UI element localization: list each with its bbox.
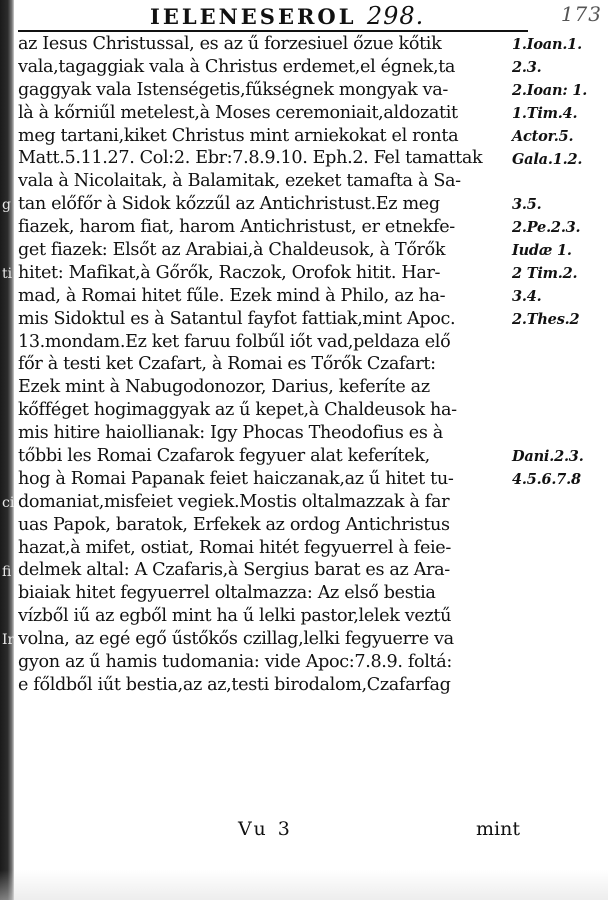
text-line: vízből iű az egből mint ha ű lelki pastor,lelek veztű xyxy=(18,606,452,627)
text-line: kőfféget hogimaggyak az ű kepet,à Chaldeusok ha- xyxy=(18,400,457,421)
text-line: hitet: Mafikat,à Gőrők, Raczok, Orofok hitit. Har- xyxy=(18,262,441,283)
gutter-text-fragment: fi xyxy=(2,563,12,580)
text-line: fiazek, harom fiat, harom Antichristust, er etnekfe- xyxy=(18,217,455,238)
margin-reference: 2.Pe.2.3. xyxy=(512,219,581,237)
text-line: delmek altal: A Czafaris,à Sergius barat es az Ara- xyxy=(18,560,450,581)
text-line: az Iesus Christussal, es az ű forzesiuel őzue kőtik xyxy=(18,34,442,54)
margin-reference: 3.5. xyxy=(512,196,542,214)
margin-reference: 1.Tim.4. xyxy=(512,104,578,122)
page-footer xyxy=(18,818,520,844)
text-line: get fiazek: Elsőt az Arabiai,à Chaldeusok, à Tőrők xyxy=(18,240,446,261)
text-line: meg tartani,kiket Christus mint arniekokat el ronta xyxy=(18,125,459,146)
running-title: IELENESEROL xyxy=(150,4,357,29)
text-line: Ezek mint à Nabugodonozor, Darius, keferíte az xyxy=(18,377,430,398)
binding-gutter xyxy=(0,0,14,900)
margin-reference: Dani.2.3. xyxy=(512,448,584,466)
margin-reference: 3.4. xyxy=(512,287,542,305)
gutter-text-fragment: g xyxy=(2,197,11,214)
text-line: uas Papok, baratok, Erfekek az ordog Antichristus xyxy=(18,514,450,535)
text-line: gaggyak vala Istenségetis,fűkségnek mongyak va- xyxy=(18,79,449,100)
text-line: hazat,à mifet, ostiat, Romai hitét fegyuerrel à feie- xyxy=(18,537,451,558)
margin-reference: Iudæ 1. xyxy=(512,242,572,260)
text-line: e főldből iűt bestia,az az,testi birodalom,Czafarfag xyxy=(18,674,451,695)
text-line: Matt.5.11.27. Col:2. Ebr:7.8.9.10. Eph.2. Fel tamattak xyxy=(18,148,483,169)
text-line: vala,tagaggiak vala à Christus erdemet,el égnek,ta xyxy=(18,56,456,77)
margin-reference: 2 Tim.2. xyxy=(512,265,578,282)
margin-reference: 1.Ioan.1. xyxy=(512,36,582,53)
text-line: vala à Nicolaitak, à Balamitak, ezeket tamafta à Sa- xyxy=(18,171,461,192)
text-line: domaniat,misfeiet vegiek.Mostis oltalmazzak à far xyxy=(18,491,450,512)
gutter-text-fragment: ci xyxy=(2,495,15,511)
gutter-text-fragment: ti xyxy=(2,266,13,282)
text-line: tőbbi les Romai Czafarok fegyuer alat keferítek, xyxy=(18,446,430,467)
text-line: biaiak hitet fegyuerrel oltalmazza: Az első bestia xyxy=(18,583,436,604)
margin-reference: 4.5.6.7.8 xyxy=(512,471,581,489)
signature-mark: Vu 3 xyxy=(238,818,293,840)
gutter-text-fragment: Ir xyxy=(2,632,15,649)
margin-reference: 2.3. xyxy=(512,58,542,76)
catchword: mint xyxy=(476,818,520,840)
margin-reference: 2.Thes.2 xyxy=(512,310,580,328)
text-line: là à kőrniűl metelest,à Moses ceremoniait,aldozatit xyxy=(18,102,458,123)
main-text-block xyxy=(18,33,514,697)
text-line: hog à Romai Papanak feiet haiczanak,az ű hitet tu- xyxy=(18,468,454,489)
running-header xyxy=(150,2,424,30)
page-shadow xyxy=(0,870,608,900)
text-line: mad, à Romai hitet fűle. Ezek mind à Philo, az ha- xyxy=(18,285,446,306)
header-rule xyxy=(18,30,528,32)
margin-reference: Gala.1.2. xyxy=(512,150,583,168)
folio-mark: 173 xyxy=(560,2,602,26)
text-line: tan előfőr à Sidok kőzzűl az Antichristust.Ez meg xyxy=(18,194,440,215)
page-number: 298. xyxy=(366,2,425,30)
text-line: mis Sidoktul es à Satantul fayfot fattiak,mint Apoc. xyxy=(18,308,456,329)
text-line: volna, az egé egő űstőkős czillag,lelki fegyuerre va xyxy=(18,629,454,650)
text-line: 13.mondam.Ez ket faruu folbűl iőt vad,peldaza elő xyxy=(18,331,451,352)
text-line: főr à testi ket Czafart, à Romai es Tőrők Czafart: xyxy=(18,354,436,375)
text-line: gyon az ű hamis tudomania: vide Apoc:7.8.9. foltá: xyxy=(18,652,452,673)
margin-reference: 2.Ioan: 1. xyxy=(512,81,588,99)
text-line: mis hitire haiollianak: Igy Phocas Theodofius es à xyxy=(18,423,443,444)
margin-reference: Actor.5. xyxy=(512,127,574,145)
